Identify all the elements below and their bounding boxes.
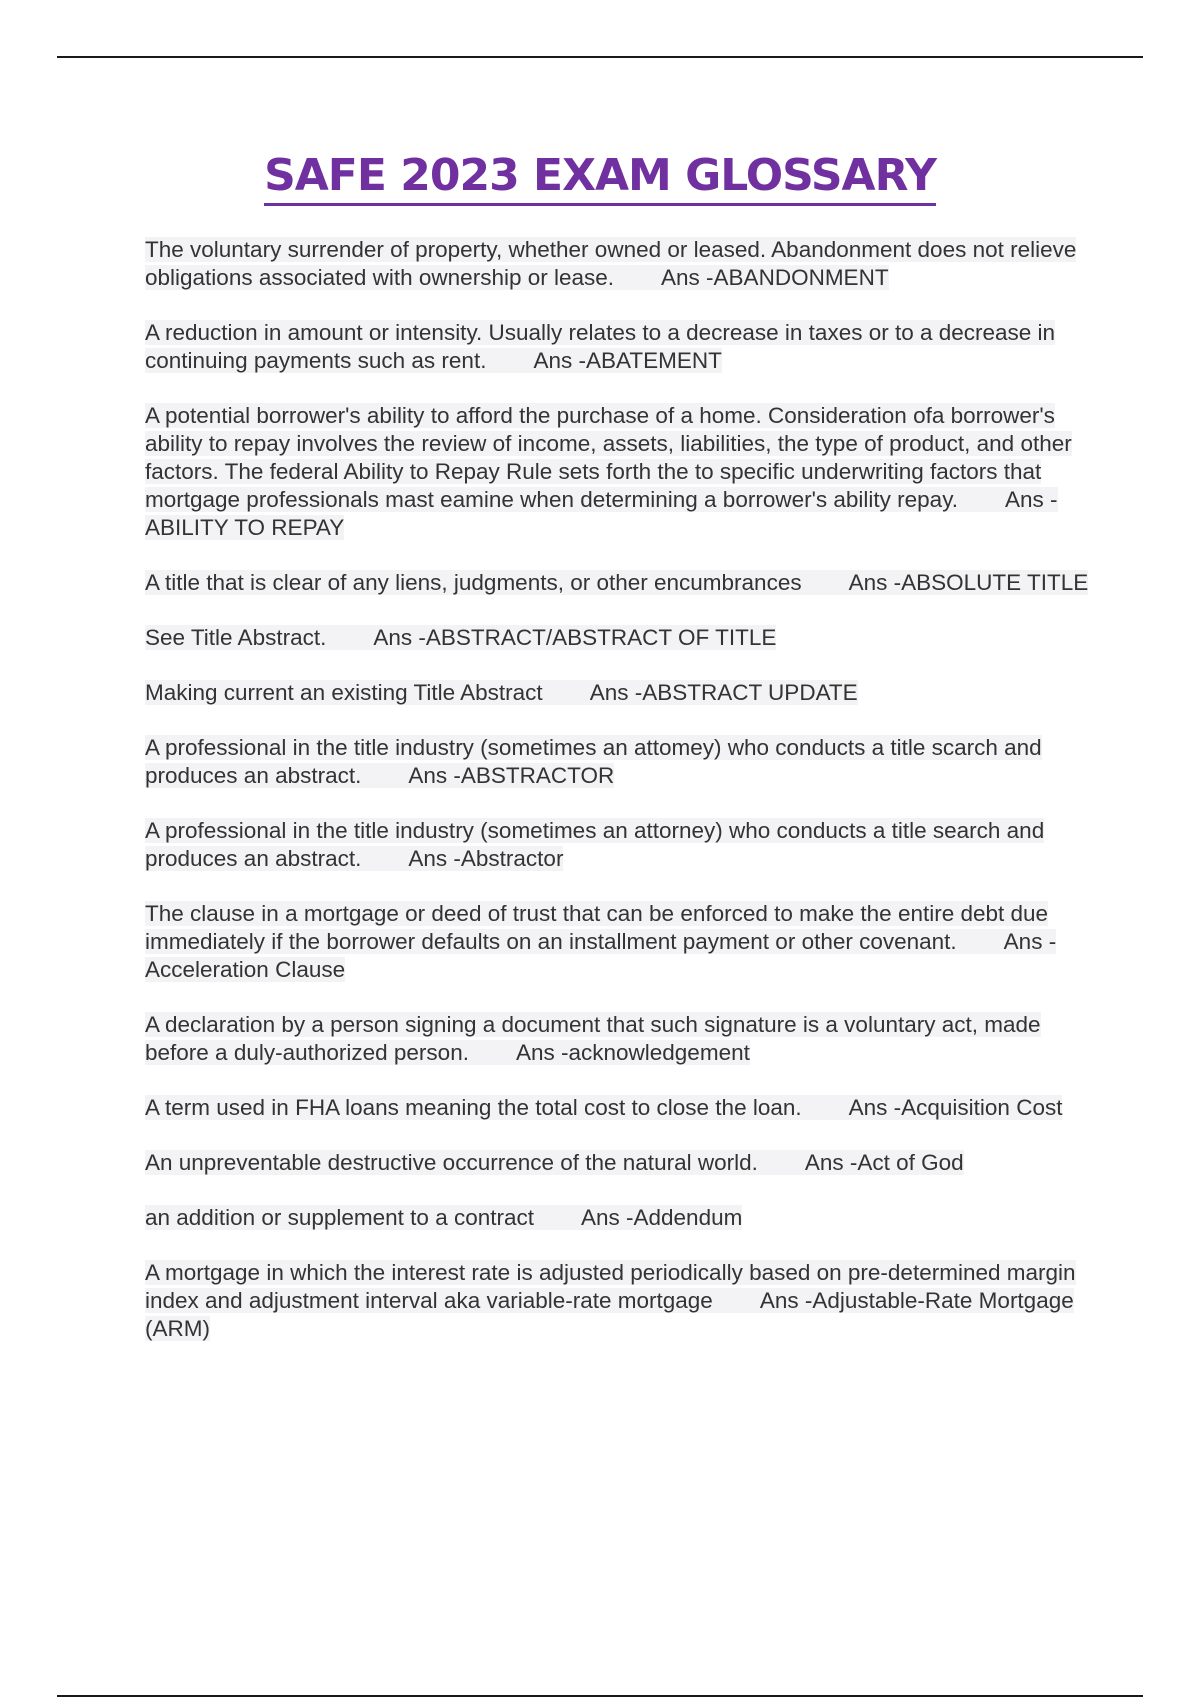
entry-answer: Ans -ABSTRACT/ABSTRACT OF TITLE bbox=[373, 625, 777, 650]
entry-definition: A declaration by a person signing a document that such signature is a voluntary act, made before a duly-authorized person. bbox=[145, 1012, 1041, 1065]
entry-answer: Ans -acknowledgement bbox=[515, 1040, 750, 1065]
glossary-entry bbox=[145, 402, 1095, 542]
entry-answer: Ans -Addendum bbox=[581, 1205, 743, 1230]
entry-definition: A mortgage in which the interest rate is adjusted periodically based on pre-determined margin index and adjustment interval aka variable-rate mortgage bbox=[145, 1260, 1076, 1313]
entry-definition: A term used in FHA loans meaning the total cost to close the loan. bbox=[145, 1095, 802, 1120]
entry-answer: Ans -ABANDONMENT bbox=[661, 265, 889, 290]
glossary-entry bbox=[145, 236, 1095, 292]
glossary-entry bbox=[145, 569, 1095, 597]
entry-answer: Ans -Adjustable-Rate Mortgage (ARM) bbox=[145, 1288, 1074, 1341]
entry-definition: A title that is clear of any liens, judgments, or other encumbrances bbox=[145, 570, 802, 595]
entry-definition: A reduction in amount or intensity. Usually relates to a decrease in taxes or to a decrease in continuing payments such as rent. bbox=[145, 320, 1056, 373]
page-title: SAFE 2023 EXAM GLOSSARY bbox=[264, 150, 936, 206]
entry-definition: A professional in the title industry (sometimes an attorney) who conducts a title search and produces an abstract. bbox=[145, 818, 1045, 871]
entry-answer: Ans -ABSOLUTE TITLE bbox=[848, 570, 1089, 595]
entry-answer: Ans -Abstractor bbox=[408, 846, 564, 871]
entry-definition: A potential borrower's ability to afford the purchase of a home. Consideration ofa borrower's ability to repay involves the review of income, assets, liabilities, the type of product, and other factors. The federal Ability to Repay Rule sets forth the to specific underwriting factors that mortgage professionals mast eamine when determining a borrower's ability repay. bbox=[145, 403, 1072, 512]
glossary-entry bbox=[145, 900, 1095, 984]
entry-definition: Making current an existing Title Abstract bbox=[145, 680, 543, 705]
entry-definition: An unpreventable destructive occurrence of the natural world. bbox=[145, 1150, 758, 1175]
entry-definition: The clause in a mortgage or deed of trust that can be enforced to make the entire debt due immediately if the borrower defaults on an installment payment or other covenant. bbox=[145, 901, 1049, 954]
entry-answer: Ans -Act of God bbox=[804, 1150, 964, 1175]
glossary-entry bbox=[145, 734, 1095, 790]
glossary-entry bbox=[145, 1094, 1095, 1122]
glossary-entry bbox=[145, 817, 1095, 873]
glossary-list bbox=[145, 236, 1095, 1370]
title-container bbox=[0, 150, 1200, 206]
entry-answer: Ans -ABILITY TO REPAY bbox=[145, 487, 1058, 540]
entry-definition: The voluntary surrender of property, whether owned or leased. Abandonment does not relieve obligations associated with ownership or lease. bbox=[145, 237, 1077, 290]
entry-definition: A professional in the title industry (sometimes an attomey) who conducts a title scarch and produces an abstract. bbox=[145, 735, 1042, 788]
glossary-entry bbox=[145, 1259, 1095, 1343]
entry-definition: an addition or supplement to a contract bbox=[145, 1205, 534, 1230]
glossary-entry bbox=[145, 1204, 1095, 1232]
glossary-entry bbox=[145, 319, 1095, 375]
top-rule bbox=[57, 56, 1143, 58]
entry-answer: Ans -Acquisition Cost bbox=[848, 1095, 1063, 1120]
glossary-entry bbox=[145, 1011, 1095, 1067]
entry-answer: Ans -ABATEMENT bbox=[533, 348, 722, 373]
entry-answer: Ans -Acceleration Clause bbox=[145, 929, 1057, 982]
glossary-entry bbox=[145, 1149, 1095, 1177]
entry-definition: See Title Abstract. bbox=[145, 625, 327, 650]
glossary-entry bbox=[145, 679, 1095, 707]
entry-answer: Ans -ABSTRACT UPDATE bbox=[589, 680, 858, 705]
entry-answer: Ans -ABSTRACTOR bbox=[408, 763, 615, 788]
glossary-entry bbox=[145, 624, 1095, 652]
bottom-rule bbox=[57, 1695, 1143, 1697]
